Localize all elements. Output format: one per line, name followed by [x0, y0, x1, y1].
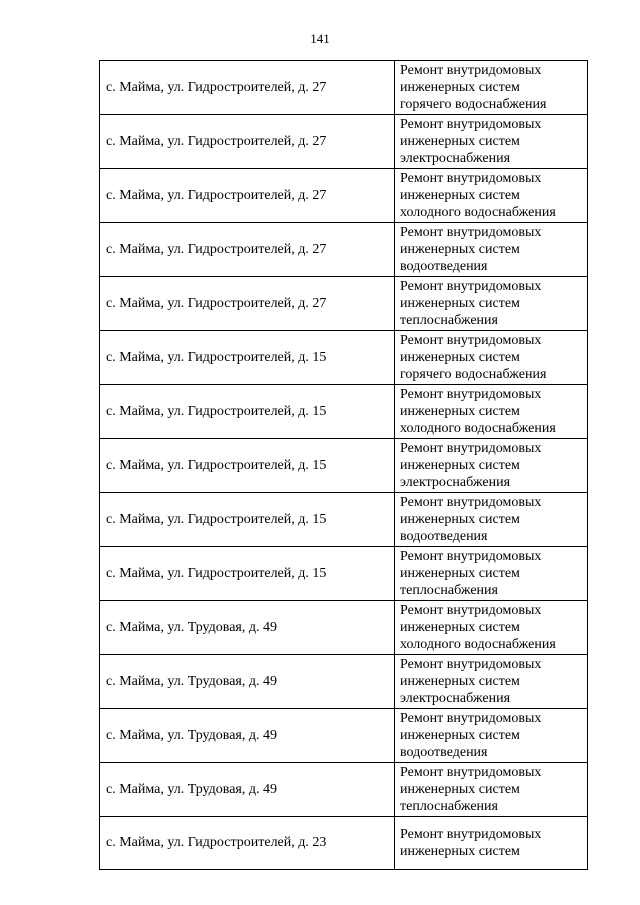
address-cell: с. Майма, ул. Гидростроителей, д. 27 [100, 223, 395, 277]
table-row [100, 817, 588, 870]
address-cell: с. Майма, ул. Гидростроителей, д. 27 [100, 115, 395, 169]
address-cell: с. Майма, ул. Гидростроителей, д. 27 [100, 61, 395, 115]
work-type-line: инженерных систем [400, 134, 520, 149]
work-type-line: горячего водоснабжения [400, 97, 547, 112]
table-row [100, 601, 588, 655]
table-row [100, 547, 588, 601]
address-cell: с. Майма, ул. Трудовая, д. 49 [100, 709, 395, 763]
work-type-line: Ремонт внутридомовых [400, 549, 542, 564]
work-type-cell [395, 385, 588, 439]
work-type-cell [395, 223, 588, 277]
work-type-line: инженерных систем [400, 350, 520, 365]
work-type-line: теплоснабжения [400, 583, 498, 598]
work-type-line: Ремонт внутридомовых [400, 171, 542, 186]
work-type-line: электроснабжения [400, 691, 511, 706]
work-type-line: теплоснабжения [400, 799, 498, 814]
work-type-line: холодного водоснабжения [400, 205, 556, 220]
table-row [100, 169, 588, 223]
work-type-line: Ремонт внутридомовых [400, 495, 542, 510]
table-row [100, 331, 588, 385]
work-type-line: Ремонт внутридомовых [400, 657, 542, 672]
work-type-line: инженерных систем [400, 674, 520, 689]
work-type-line: Ремонт внутридомовых [400, 333, 542, 348]
work-type-cell [395, 709, 588, 763]
table-row [100, 763, 588, 817]
work-type-line: Ремонт внутридомовых [400, 63, 542, 78]
table-row [100, 439, 588, 493]
work-type-line: электроснабжения [400, 151, 511, 166]
work-type-line: инженерных систем [400, 843, 520, 859]
work-type-cell [395, 115, 588, 169]
address-cell: с. Майма, ул. Трудовая, д. 49 [100, 763, 395, 817]
work-type-cell [395, 493, 588, 547]
work-type-line: Ремонт внутридомовых [400, 279, 542, 294]
address-cell: с. Майма, ул. Трудовая, д. 49 [100, 655, 395, 709]
work-type-line: Ремонт внутридомовых [400, 441, 542, 456]
address-cell: с. Майма, ул. Гидростроителей, д. 15 [100, 439, 395, 493]
address-cell: с. Майма, ул. Гидростроителей, д. 27 [100, 277, 395, 331]
table-row [100, 277, 588, 331]
work-type-line: инженерных систем [400, 242, 520, 257]
work-type-line: водоотведения [400, 745, 488, 760]
work-type-line: Ремонт внутридомовых [400, 387, 542, 402]
table-row [100, 385, 588, 439]
work-type-line: Ремонт внутридомовых [400, 117, 542, 132]
work-type-line: Ремонт внутридомовых [400, 603, 542, 618]
address-cell: с. Майма, ул. Гидростроителей, д. 15 [100, 331, 395, 385]
address-cell: с. Майма, ул. Гидростроителей, д. 27 [100, 169, 395, 223]
table-row [100, 493, 588, 547]
work-type-line: холодного водоснабжения [400, 421, 556, 436]
table-row [100, 61, 588, 115]
work-type-line: водоотведения [400, 529, 488, 544]
work-type-line: Ремонт внутридомовых [400, 826, 542, 842]
address-cell: с. Майма, ул. Гидростроителей, д. 23 [100, 817, 395, 870]
work-type-cell [395, 169, 588, 223]
work-type-cell [395, 277, 588, 331]
work-type-line: теплоснабжения [400, 313, 498, 328]
work-type-line: инженерных систем [400, 296, 520, 311]
work-type-line: инженерных систем [400, 404, 520, 419]
work-type-cell [395, 439, 588, 493]
work-type-cell [395, 601, 588, 655]
work-type-cell [395, 655, 588, 709]
table-row [100, 223, 588, 277]
work-type-cell [395, 763, 588, 817]
work-type-line: Ремонт внутридомовых [400, 711, 542, 726]
work-type-line: холодного водоснабжения [400, 637, 556, 652]
address-cell: с. Майма, ул. Трудовая, д. 49 [100, 601, 395, 655]
table-row [100, 655, 588, 709]
work-type-cell [395, 817, 588, 870]
work-type-line: инженерных систем [400, 512, 520, 527]
address-cell: с. Майма, ул. Гидростроителей, д. 15 [100, 493, 395, 547]
table-row [100, 709, 588, 763]
works-table [99, 60, 588, 870]
work-type-line: электроснабжения [400, 475, 511, 490]
work-type-line: Ремонт внутридомовых [400, 765, 542, 780]
work-type-cell [395, 547, 588, 601]
work-type-line: горячего водоснабжения [400, 367, 547, 382]
work-type-line: инженерных систем [400, 620, 520, 635]
address-cell: с. Майма, ул. Гидростроителей, д. 15 [100, 385, 395, 439]
work-type-line: Ремонт внутридомовых [400, 225, 542, 240]
work-type-line: инженерных систем [400, 80, 520, 95]
work-type-cell [395, 61, 588, 115]
address-cell: с. Майма, ул. Гидростроителей, д. 15 [100, 547, 395, 601]
work-type-line: инженерных систем [400, 782, 520, 797]
work-type-line: инженерных систем [400, 566, 520, 581]
work-type-cell [395, 331, 588, 385]
work-type-line: водоотведения [400, 259, 488, 274]
page-number: 141 [310, 31, 330, 46]
work-type-line: инженерных систем [400, 458, 520, 473]
table-row [100, 115, 588, 169]
work-type-line: инженерных систем [400, 188, 520, 203]
work-type-line: инженерных систем [400, 728, 520, 743]
works-table-body [100, 61, 588, 870]
